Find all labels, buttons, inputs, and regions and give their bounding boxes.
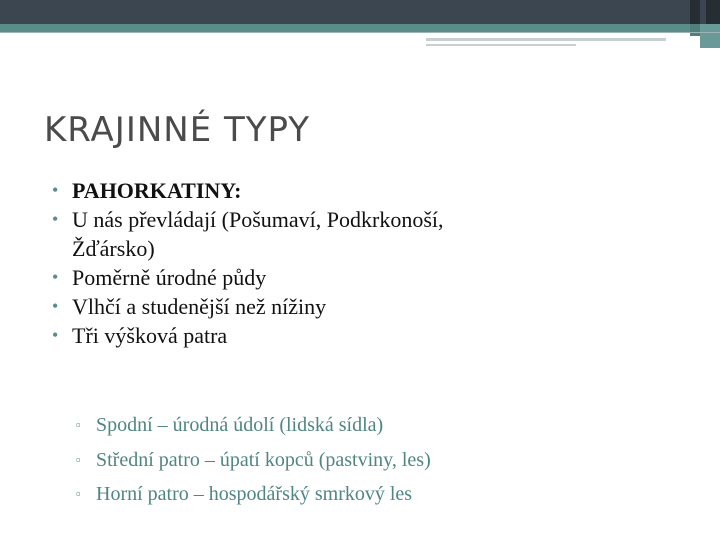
list-item: [52, 176, 652, 205]
list-item-continuation: Žďársko): [72, 236, 155, 261]
list-item-text: Vlhčí a studenější než nížiny: [72, 294, 327, 319]
top-bar: [0, 0, 720, 24]
sub-list-item: [52, 408, 431, 443]
sub-list-item: [52, 443, 431, 478]
list-item: [52, 263, 652, 292]
bullet-icon: •: [52, 296, 59, 316]
slide-title: KRAJINNÉ TYPY: [44, 110, 311, 150]
list-item: [52, 292, 652, 321]
sub-bullet-list: [52, 408, 431, 512]
bullet-icon: •: [52, 209, 59, 229]
bullet-icon: •: [52, 180, 59, 200]
accent-block: [700, 24, 720, 48]
list-item: [52, 321, 652, 350]
top-bar-accent: [690, 0, 700, 24]
square-bullet-icon: ▫: [76, 451, 81, 467]
list-item-text: PAHORKATINY:: [72, 178, 242, 203]
divider-line: [0, 32, 720, 33]
sub-list-item: [52, 477, 431, 512]
square-bullet-icon: ▫: [76, 486, 81, 501]
sub-list-item-text: Střední patro – úpatí kopců (pastviny, les): [96, 448, 431, 471]
sub-list-item-text: Spodní – úrodná údolí (lidská sídla): [96, 414, 384, 436]
sub-list-item-text: Horní patro – hospodářský smrkový les: [96, 483, 413, 505]
decorative-line: [426, 44, 576, 46]
accent-block: [690, 24, 700, 36]
list-item-text: Poměrně úrodné půdy: [72, 265, 267, 290]
accent-band: [0, 24, 720, 32]
list-item: [52, 205, 652, 263]
bullet-list: [52, 176, 652, 350]
list-item-text: Tři výšková patra: [72, 323, 228, 348]
square-bullet-icon: ▫: [76, 417, 81, 432]
list-item-text: U nás převládají (Pošumaví, Podkrkonoší,: [72, 207, 444, 232]
top-bar-accent: [706, 0, 720, 24]
bullet-icon: •: [52, 267, 59, 287]
decorative-line: [426, 38, 666, 41]
bullet-icon: •: [52, 325, 59, 345]
